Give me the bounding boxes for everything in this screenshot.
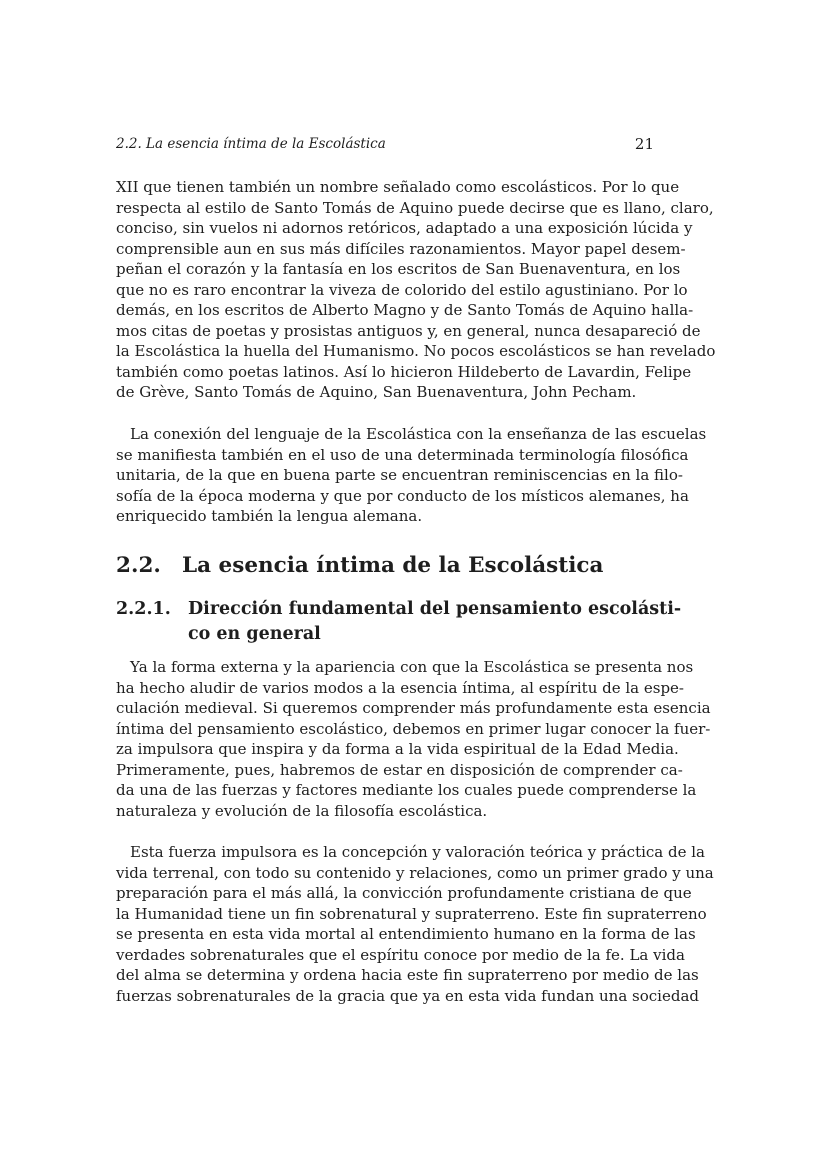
subsection-title-line2: co en general [188,624,321,644]
text-line: conciso, sin vuelos ni adornos retóricos, adaptado a una exposición lúcida y [116,219,693,237]
text-line: La conexión del lenguaje de la Escolástica con la enseñanza de las escuelas [130,425,707,443]
text-line: sofía de la época moderna y que por conducto de los místicos alemanes, ha [116,487,689,505]
page-number: 21 [634,135,654,153]
text-line: comprensible aun en sus más difíciles razonamientos. Mayor papel desem- [116,240,686,258]
text-line: vida terrenal, con todo su contenido y relaciones, como un primer grado y una [116,864,714,882]
text-line: enriquecido también la lengua alemana. [116,507,423,525]
text-line: unitaria, de la que en buena parte se encuentran reminiscencias en la filo- [116,466,683,484]
text-line: Ya la forma externa y la apariencia con que la Escolástica se presenta nos [130,658,694,676]
text-line: verdades sobrenaturales que el espíritu conoce por medio de la fe. La vida [116,946,685,964]
section-number: 2.2. [116,553,161,578]
text-line: se manifiesta también en el uso de una determinada terminología filosófica [116,446,689,464]
text-line: respecta al estilo de Santo Tomás de Aquino puede decirse que es llano, claro, [116,199,714,217]
text-line: culación medieval. Si queremos comprender más profundamente esta esencia [116,699,711,717]
subsection-number: 2.2.1. [116,599,171,619]
text-line: Primeramente, pues, habremos de estar en disposición de comprender ca- [116,761,683,779]
text-line: de Grève, Santo Tomás de Aquino, San Buenaventura, John Pecham. [116,383,637,401]
section-heading [116,551,654,581]
text-line: también como poetas latinos. Así lo hicieron Hildeberto de Lavardin, Felipe [116,363,692,381]
text-line: preparación para el más allá, la convicción profundamente cristiana de que [116,884,692,902]
text-line: demás, en los escritos de Alberto Magno y de Santo Tomás de Aquino halla- [116,301,694,319]
text-line: íntima del pensamiento escolástico, debemos en primer lugar conocer la fuer- [116,720,711,738]
text-line: la Escolástica la huella del Humanismo. No pocos escolásticos se han revelado [116,342,716,360]
text-line: Esta fuerza impulsora es la concepción y valoración teórica y práctica de la [130,843,705,861]
subsection-title-line1: Dirección fundamental del pensamiento escolásti- [188,599,682,619]
text-line: ha hecho aludir de varios modos a la esencia íntima, al espíritu de la espe- [116,679,685,697]
text-line: da una de las fuerzas y factores mediante los cuales puede comprenderse la [116,781,697,799]
subsection-heading [116,597,682,622]
text-line: mos citas de poetas y prosistas antiguos y, en general, nunca desapareció de [116,322,701,340]
running-header [116,133,654,155]
text-line: que no es raro encontrar la viveza de colorido del estilo agustiniano. Por lo [116,281,688,299]
running-title: 2.2. La esencia íntima de la Escolástica [116,136,386,152]
text-line: XII que tienen también un nombre señalado como escolásticos. Por lo que [116,178,680,196]
text-line: la Humanidad tiene un fin sobrenatural y supraterreno. Este fin supraterreno [116,905,707,923]
text-line: naturaleza y evolución de la filosofía escolástica. [116,802,488,820]
section-title: La esencia íntima de la Escolástica [182,553,604,578]
text-line: fuerzas sobrenaturales de la gracia que ya en esta vida fundan una sociedad [116,987,700,1005]
text-line: peñan el corazón y la fantasía en los escritos de San Buenaventura, en los [116,260,681,278]
text-line: del alma se determina y ordena hacia este fin supraterreno por medio de las [116,966,699,984]
text-line: za impulsora que inspira y da forma a la vida espiritual de la Edad Media. [116,740,679,758]
text-line: se presenta en esta vida mortal al entendimiento humano en la forma de las [116,925,696,943]
